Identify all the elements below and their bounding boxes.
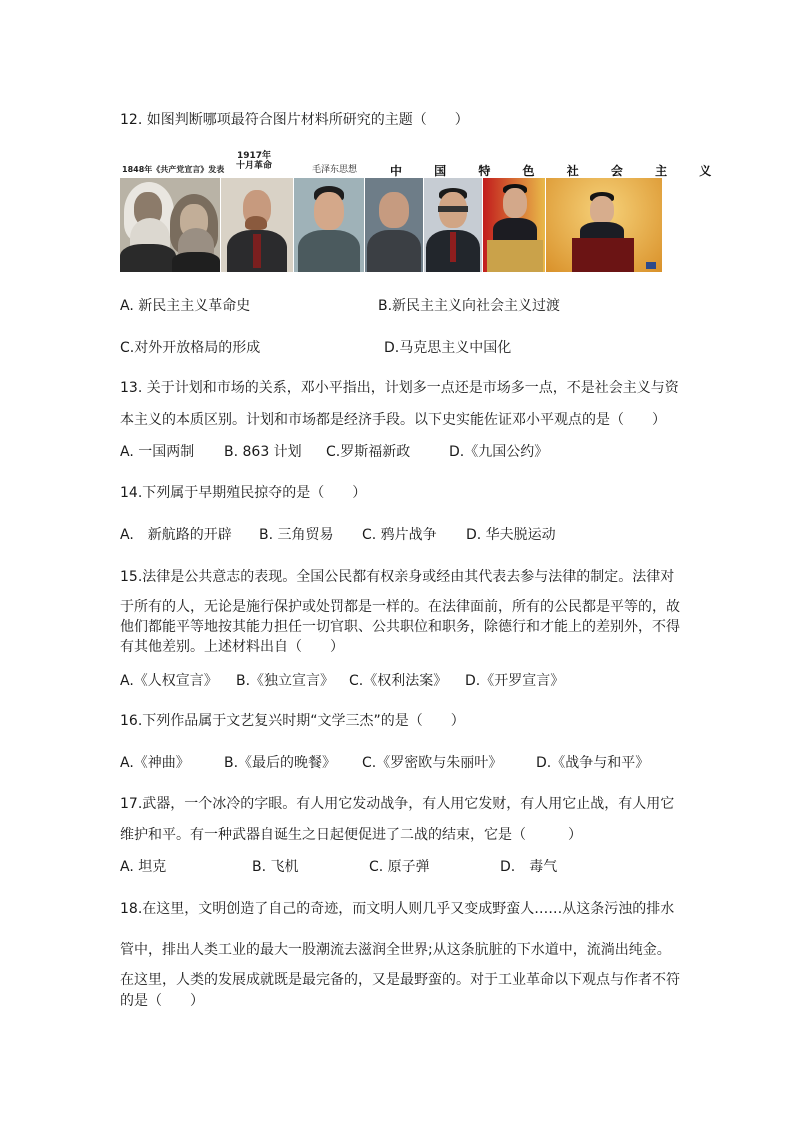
q18-stem-line-3: 在这里，人类的发展成就既是最完备的，又是最野蛮的。对于工业革命以下观点与作者不符 (120, 972, 680, 988)
q17-stem-line-1: 17.武器，一个冰冷的字眼。有人用它发动战争，有人用它发财，有人用它止战，有人用它 (120, 796, 675, 812)
q17-option-c: C. 原子弹 (369, 859, 430, 875)
q12-option-d: D.马克思主义中国化 (384, 340, 512, 356)
portrait-marx-engels (120, 178, 220, 272)
q12-image-strip (120, 148, 726, 272)
q12-stem: 12. 如图判断哪项最符合图片材料所研究的主题（ ） (120, 112, 469, 128)
q12-option-c: C.对外开放格局的形成 (120, 340, 261, 356)
q13-stem-line-2: 本主义的本质区别。计划和市场都是经济手段。以下史实能佐证邓小平观点的是（ ） (120, 412, 666, 428)
q14-option-b: B. 三角贸易 (259, 527, 334, 543)
q13-option-c: C.罗斯福新政 (326, 444, 411, 460)
q15-option-a: A.《人权宣言》 (120, 673, 218, 689)
caption-october (236, 151, 272, 171)
q18-stem-line-1: 18.在这里，文明创造了自己的奇迹，而文明人则几乎又变成野蛮人……从这条污浊的排水 (120, 901, 675, 917)
q18-stem-line-4: 的是（ ） (120, 993, 204, 1009)
q15-option-b: B.《独立宣言》 (236, 673, 335, 689)
q13-stem-line-1: 13. 关于计划和市场的关系，邓小平指出，计划多一点还是市场多一点，不是社会主义与资 (120, 380, 679, 396)
caption-manifesto: 1848年《共产党宣言》发表 (122, 165, 225, 174)
q15-stem-line-1: 15.法律是公共意志的表现。全国公民都有权亲身或经由其代表去参与法律的制定。法律对 (120, 569, 675, 585)
q17-option-a: A. 坦克 (120, 859, 167, 875)
q16-option-a: A.《神曲》 (120, 755, 190, 771)
q14-option-d: D. 华夫脱运动 (466, 527, 556, 543)
portrait-lenin (221, 178, 293, 272)
portrait-hu (483, 178, 545, 272)
caption-october-label: 十月革命 (236, 161, 273, 171)
q16-stem: 16.下列作品属于文艺复兴时期“文学三杰”的是（ ） (120, 713, 465, 729)
q15-stem-line-2: 于所有的人，无论是施行保护或处罚都是一样的。在法律面前，所有的公民都是平等的，故 (120, 599, 680, 615)
portrait-xi (546, 178, 662, 272)
q17-stem-line-2: 维护和平。有一种武器自诞生之日起便促进了二战的结束，它是（ ） (120, 827, 582, 843)
q15-stem-line-3: 他们都能平等地按其能力担任一切官职、公共职位和职务，除德行和才能上的差别外，不得 (120, 619, 680, 635)
q14-option-c: C. 鸦片战争 (362, 527, 437, 543)
portrait-mao (294, 178, 364, 272)
caption-mao: 毛泽东思想 (312, 165, 358, 175)
q12-option-b: B.新民主主义向社会主义过渡 (378, 298, 561, 314)
q13-option-b: B. 863 计划 (224, 444, 302, 460)
portrait-deng (365, 178, 423, 272)
q17-option-b: B. 飞机 (252, 859, 299, 875)
q16-option-c: C.《罗密欧与朱丽叶》 (362, 755, 503, 771)
q12-option-a: A. 新民主主义革命史 (120, 298, 251, 314)
q16-option-d: D.《战争与和平》 (536, 755, 650, 771)
q13-option-a: A. 一国两制 (120, 444, 195, 460)
q15-option-d: D.《开罗宣言》 (465, 673, 565, 689)
caption-socialism: 中 国 特 色 社 会 主 义 (390, 164, 726, 178)
q17-option-d: D. 毒气 (500, 859, 558, 875)
q15-option-c: C.《权利法案》 (349, 673, 448, 689)
q15-stem-line-4: 有其他差别。上述材料出自（ ） (120, 639, 344, 655)
q14-stem: 14.下列属于早期殖民掠夺的是（ ） (120, 485, 367, 501)
portrait-jiang (424, 178, 482, 272)
q14-option-a: A. 新航路的开辟 (120, 527, 232, 543)
caption-october-year: 1917年 (236, 151, 272, 161)
q13-option-d: D.《九国公约》 (449, 444, 549, 460)
q18-stem-line-2: 管中，排出人类工业的最大一股潮流去滋润全世界;从这条肮脏的下水道中，流淌出纯金。 (120, 942, 671, 958)
q16-option-b: B.《最后的晚餐》 (224, 755, 337, 771)
